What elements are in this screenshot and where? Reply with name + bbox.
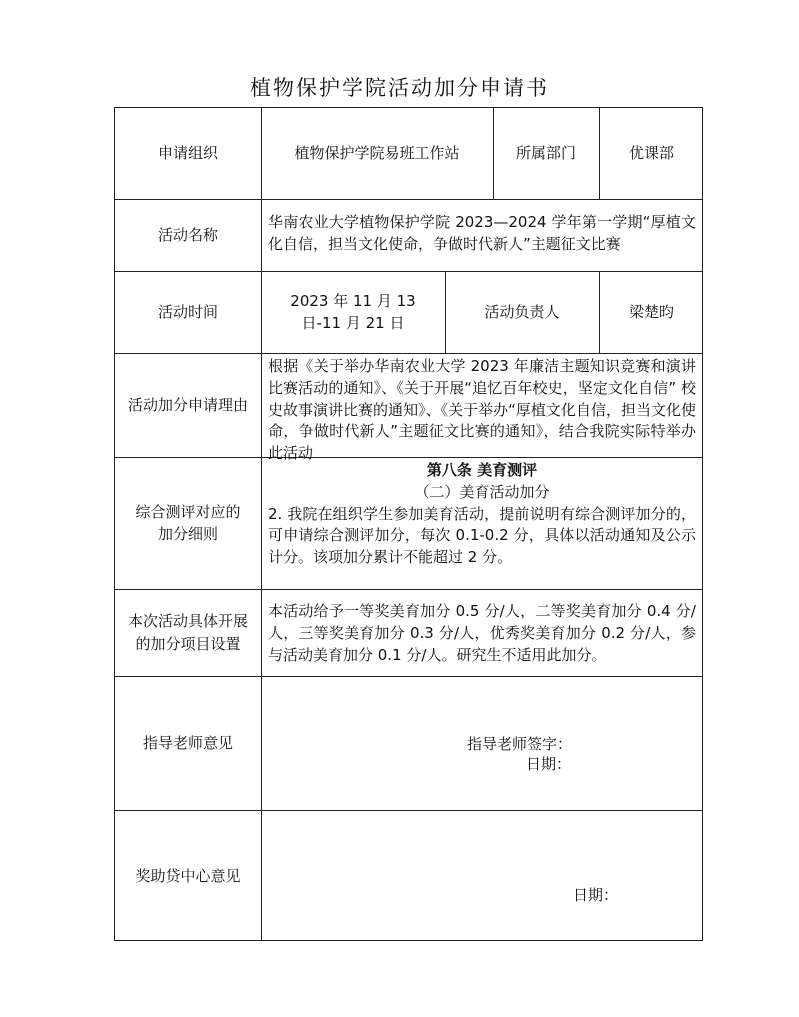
teacher-date-label: 日期： [526,755,572,773]
rules-content [268,460,696,569]
page-title: 植物保护学院活动加分申请书 [250,76,549,100]
rules-body: 2. 我院在组织学生参加美育活动，提前说明有综合测评加分的，可申请综合测评加分，每次 0.1-0.2 分，具体以活动通知及公示计分。该项加分累计不能超过 2 分。 [268,504,696,566]
rules-heading: 第八条 美育测评 [426,461,538,479]
rules-subheading: （二）美育活动加分 [414,482,550,501]
dept-label: 所属部门 [515,144,576,163]
application-form-table [114,107,703,941]
activity-time-label: 活动时间 [157,302,218,321]
reason-value: 根据《关于举办华南农业大学 2023 年廉洁主题知识竞赛和演讲比赛活动的通知》、《关于开展“追忆百年校史，坚定文化自信” 校史故事演讲比赛的通知》、《关于举办“厚植文化自信，担当文化使命，争做时代新人”主题征文比赛的通知》，结合我院实际特举办此活动 [268,357,696,462]
column-divider [261,108,262,940]
center-label: 奖助贷中心意见 [135,866,241,885]
dept-value: 优课部 [628,144,674,163]
reason-label: 活动加分申请理由 [127,395,248,414]
teacher-signature-label: 指导老师签字： [467,735,573,753]
activity-time-value: 2023 年 11 月 13 日-11 月 21 日 [290,291,416,332]
activity-name-label: 活动名称 [157,225,218,244]
items-label: 本次活动具体开展的加分项目设置 [127,612,248,653]
activity-name-value: 华南农业大学植物保护学院 2023—2024 学年第一学期“厚植文化自信，担当文化使命，争做时代新人”主题征文比赛 [268,213,696,253]
org-value: 植物保护学院易班工作站 [294,144,460,163]
owner-label: 活动负责人 [484,302,560,321]
teacher-label: 指导老师意见 [142,733,233,752]
owner-value: 梁楚昀 [628,302,674,321]
center-date-label: 日期： [573,886,619,904]
org-label: 申请组织 [157,144,218,163]
items-value: 本活动给予一等奖美育加分 0.5 分/人，二等奖美育加分 0.4 分/人，三等奖美育加分 0.3 分/人，优秀奖美育加分 0.2 分/人，参与活动美育加分 0.1 分/人。研究生不适用此加分。 [268,602,696,664]
rules-label: 综合测评对应的加分细则 [135,502,241,543]
